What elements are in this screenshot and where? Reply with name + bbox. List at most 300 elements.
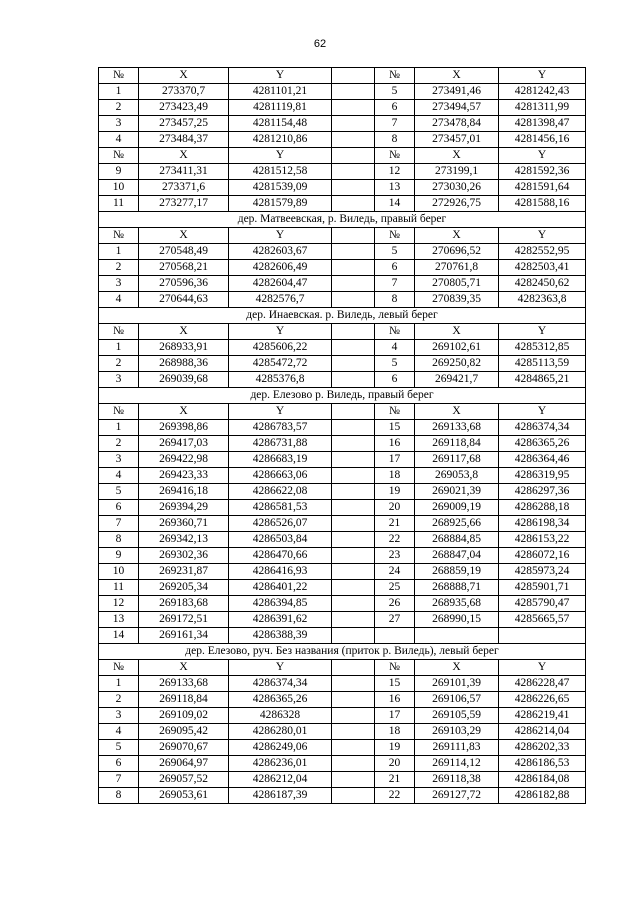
x-cell: 269302,36 xyxy=(139,548,229,564)
y-cell: 4281579,89 xyxy=(229,196,332,212)
spacer-cell xyxy=(332,436,375,452)
x-header: X xyxy=(139,228,229,244)
y-header: Y xyxy=(499,68,586,84)
y-cell: 4285312,85 xyxy=(499,340,586,356)
y-cell: 4286214,04 xyxy=(499,724,586,740)
table-row xyxy=(99,244,586,260)
table-row xyxy=(99,676,586,692)
y-cell: 4281311,99 xyxy=(499,100,586,116)
num-cell: 25 xyxy=(375,580,415,596)
num-header: № xyxy=(375,228,415,244)
x-cell: 269422,98 xyxy=(139,452,229,468)
spacer-cell xyxy=(332,788,375,804)
y-cell: 4286365,26 xyxy=(229,692,332,708)
x-cell: 268884,85 xyxy=(415,532,499,548)
section-title-row xyxy=(99,388,586,404)
page-number: 62 xyxy=(313,38,327,50)
y-cell: 4285790,47 xyxy=(499,596,586,612)
x-cell: 269111,83 xyxy=(415,740,499,756)
num-header: № xyxy=(99,148,139,164)
spacer-header xyxy=(332,228,375,244)
x-cell: 270761,8 xyxy=(415,260,499,276)
y-cell: 4281210,86 xyxy=(229,132,332,148)
x-cell: 268859,19 xyxy=(415,564,499,580)
y-cell: 4281119,81 xyxy=(229,100,332,116)
x-cell: 269064,97 xyxy=(139,756,229,772)
y-header: Y xyxy=(499,404,586,420)
y-cell: 4286391,62 xyxy=(229,612,332,628)
x-cell: 269053,8 xyxy=(415,468,499,484)
table-row xyxy=(99,564,586,580)
y-cell: 4286622,08 xyxy=(229,484,332,500)
num-cell: 10 xyxy=(99,180,139,196)
x-cell: 269417,03 xyxy=(139,436,229,452)
num-cell: 16 xyxy=(375,692,415,708)
y-cell: 4286401,22 xyxy=(229,580,332,596)
y-cell: 4286526,07 xyxy=(229,516,332,532)
x-cell: 269117,68 xyxy=(415,452,499,468)
x-cell: 270839,35 xyxy=(415,292,499,308)
y-cell: 4286503,84 xyxy=(229,532,332,548)
y-cell: 4282576,7 xyxy=(229,292,332,308)
header-row xyxy=(99,660,586,676)
x-header: X xyxy=(415,148,499,164)
spacer-cell xyxy=(332,612,375,628)
x-cell: 268888,71 xyxy=(415,580,499,596)
x-cell: 269423,33 xyxy=(139,468,229,484)
x-cell: 269360,71 xyxy=(139,516,229,532)
y-cell: 4286394,85 xyxy=(229,596,332,612)
table-row xyxy=(99,116,586,132)
table-row xyxy=(99,500,586,516)
y-cell: 4286364,46 xyxy=(499,452,586,468)
section-title: дер. Матвеевская, р. Виледь, правый берег xyxy=(99,212,586,228)
x-cell: 270805,71 xyxy=(415,276,499,292)
spacer-header xyxy=(332,68,375,84)
spacer-cell xyxy=(332,116,375,132)
num-cell: 23 xyxy=(375,548,415,564)
x-cell: 269105,59 xyxy=(415,708,499,724)
spacer-cell xyxy=(332,756,375,772)
spacer-cell xyxy=(332,180,375,196)
y-header: Y xyxy=(229,228,332,244)
spacer-cell xyxy=(332,276,375,292)
num-header: № xyxy=(375,324,415,340)
num-header: № xyxy=(99,660,139,676)
section-title-row xyxy=(99,644,586,660)
table-row xyxy=(99,756,586,772)
num-cell: 7 xyxy=(375,116,415,132)
y-cell: 4286783,57 xyxy=(229,420,332,436)
x-cell: 273277,17 xyxy=(139,196,229,212)
x-cell: 269133,68 xyxy=(139,676,229,692)
num-header: № xyxy=(375,404,415,420)
num-cell: 22 xyxy=(375,788,415,804)
y-cell: 4286374,34 xyxy=(499,420,586,436)
table-row xyxy=(99,724,586,740)
table-row xyxy=(99,740,586,756)
num-cell: 14 xyxy=(375,196,415,212)
y-cell: 4281512,58 xyxy=(229,164,332,180)
table-row xyxy=(99,164,586,180)
num-cell: 7 xyxy=(99,772,139,788)
y-cell: 4286228,47 xyxy=(499,676,586,692)
spacer-cell xyxy=(332,164,375,180)
spacer-header xyxy=(332,148,375,164)
x-cell: 268933,91 xyxy=(139,340,229,356)
table-row xyxy=(99,196,586,212)
num-cell: 2 xyxy=(99,260,139,276)
section-title-row xyxy=(99,212,586,228)
x-cell: 270548,49 xyxy=(139,244,229,260)
x-cell: 268925,66 xyxy=(415,516,499,532)
spacer-cell xyxy=(332,292,375,308)
x-header: X xyxy=(139,660,229,676)
x-cell: 268847,04 xyxy=(415,548,499,564)
x-cell: 270596,36 xyxy=(139,276,229,292)
spacer-cell xyxy=(332,564,375,580)
x-cell: 270568,21 xyxy=(139,260,229,276)
num-cell: 17 xyxy=(375,452,415,468)
header-row xyxy=(99,68,586,84)
x-cell: 269133,68 xyxy=(415,420,499,436)
num-cell: 3 xyxy=(99,708,139,724)
x-cell: 269021,39 xyxy=(415,484,499,500)
spacer-header xyxy=(332,324,375,340)
x-cell: 269118,38 xyxy=(415,772,499,788)
y-cell: 4286683,19 xyxy=(229,452,332,468)
num-header: № xyxy=(99,324,139,340)
y-cell: 4286297,36 xyxy=(499,484,586,500)
num-cell: 8 xyxy=(99,788,139,804)
x-cell: 269009,19 xyxy=(415,500,499,516)
y-cell: 4286581,53 xyxy=(229,500,332,516)
x-cell: 269231,87 xyxy=(139,564,229,580)
y-header: Y xyxy=(229,404,332,420)
num-cell: 4 xyxy=(99,724,139,740)
num-cell: 10 xyxy=(99,564,139,580)
x-cell: 269118,84 xyxy=(415,436,499,452)
y-cell: 4282604,47 xyxy=(229,276,332,292)
y-cell: 4286663,06 xyxy=(229,468,332,484)
x-cell: 269118,84 xyxy=(139,692,229,708)
num-cell: 2 xyxy=(99,100,139,116)
spacer-cell xyxy=(332,628,375,644)
num-cell: 20 xyxy=(375,756,415,772)
x-cell: 269101,39 xyxy=(415,676,499,692)
y-cell: 4286153,22 xyxy=(499,532,586,548)
num-header: № xyxy=(375,660,415,676)
x-header: X xyxy=(415,228,499,244)
num-cell: 8 xyxy=(375,292,415,308)
spacer-cell xyxy=(332,340,375,356)
y-cell: 4282552,95 xyxy=(499,244,586,260)
x-cell: 269394,29 xyxy=(139,500,229,516)
y-cell: 4286236,01 xyxy=(229,756,332,772)
x-header: X xyxy=(139,404,229,420)
x-cell: 273491,46 xyxy=(415,84,499,100)
num-cell: 9 xyxy=(99,164,139,180)
y-cell: 4282603,67 xyxy=(229,244,332,260)
table-row xyxy=(99,708,586,724)
header-row xyxy=(99,148,586,164)
y-cell: 4286182,88 xyxy=(499,788,586,804)
num-cell: 2 xyxy=(99,356,139,372)
num-cell: 18 xyxy=(375,468,415,484)
num-cell: 5 xyxy=(375,356,415,372)
num-cell: 15 xyxy=(375,420,415,436)
num-cell: 6 xyxy=(99,756,139,772)
y-cell: 4281154,48 xyxy=(229,116,332,132)
y-cell: 4285376,8 xyxy=(229,372,332,388)
y-cell: 4285113,59 xyxy=(499,356,586,372)
num-cell: 2 xyxy=(99,692,139,708)
y-cell: 4286319,95 xyxy=(499,468,586,484)
y-cell: 4285665,57 xyxy=(499,612,586,628)
y-cell: 4281456,16 xyxy=(499,132,586,148)
num-header: № xyxy=(375,148,415,164)
num-cell: 19 xyxy=(375,484,415,500)
num-cell xyxy=(375,628,415,644)
spacer-cell xyxy=(332,356,375,372)
x-cell: 273494,57 xyxy=(415,100,499,116)
y-cell: 4281539,09 xyxy=(229,180,332,196)
table-row xyxy=(99,452,586,468)
section-title: дер. Елезово р. Виледь, правый берег xyxy=(99,388,586,404)
spacer-cell xyxy=(332,692,375,708)
y-cell: 4281592,36 xyxy=(499,164,586,180)
num-cell: 1 xyxy=(99,244,139,260)
x-cell xyxy=(415,628,499,644)
num-cell: 22 xyxy=(375,532,415,548)
x-header: X xyxy=(139,148,229,164)
y-cell: 4281398,47 xyxy=(499,116,586,132)
x-cell: 269183,68 xyxy=(139,596,229,612)
x-cell: 269053,61 xyxy=(139,788,229,804)
num-cell: 8 xyxy=(99,532,139,548)
x-cell: 269127,72 xyxy=(415,788,499,804)
y-cell: 4286374,34 xyxy=(229,676,332,692)
num-cell: 21 xyxy=(375,772,415,788)
x-cell: 269161,34 xyxy=(139,628,229,644)
y-cell: 4284865,21 xyxy=(499,372,586,388)
y-cell: 4286184,08 xyxy=(499,772,586,788)
num-cell: 5 xyxy=(375,84,415,100)
y-cell: 4286198,34 xyxy=(499,516,586,532)
header-row xyxy=(99,228,586,244)
y-header: Y xyxy=(229,148,332,164)
spacer-cell xyxy=(332,100,375,116)
y-cell: 4286249,06 xyxy=(229,740,332,756)
num-cell: 7 xyxy=(375,276,415,292)
y-cell: 4282363,8 xyxy=(499,292,586,308)
x-cell: 269106,57 xyxy=(415,692,499,708)
spacer-cell xyxy=(332,500,375,516)
y-cell: 4286328 xyxy=(229,708,332,724)
x-cell: 268988,36 xyxy=(139,356,229,372)
table-row xyxy=(99,436,586,452)
x-cell: 273370,7 xyxy=(139,84,229,100)
x-header: X xyxy=(139,324,229,340)
num-cell: 14 xyxy=(99,628,139,644)
table-row xyxy=(99,292,586,308)
num-cell: 12 xyxy=(99,596,139,612)
num-cell: 3 xyxy=(99,276,139,292)
table-row xyxy=(99,420,586,436)
y-cell: 4286219,41 xyxy=(499,708,586,724)
table-row xyxy=(99,276,586,292)
y-cell: 4286731,88 xyxy=(229,436,332,452)
x-header: X xyxy=(415,660,499,676)
x-cell: 269102,61 xyxy=(415,340,499,356)
x-cell: 269205,34 xyxy=(139,580,229,596)
spacer-cell xyxy=(332,452,375,468)
x-cell: 269114,12 xyxy=(415,756,499,772)
y-cell: 4286416,93 xyxy=(229,564,332,580)
table-row xyxy=(99,468,586,484)
spacer-cell xyxy=(332,772,375,788)
y-cell: 4286280,01 xyxy=(229,724,332,740)
num-cell: 4 xyxy=(99,468,139,484)
y-cell: 4286072,16 xyxy=(499,548,586,564)
num-cell: 18 xyxy=(375,724,415,740)
header-row xyxy=(99,404,586,420)
y-cell: 4285973,24 xyxy=(499,564,586,580)
section-title-row xyxy=(99,308,586,324)
x-cell: 272926,75 xyxy=(415,196,499,212)
y-cell: 4286288,18 xyxy=(499,500,586,516)
y-cell: 4286186,53 xyxy=(499,756,586,772)
num-cell: 6 xyxy=(375,372,415,388)
num-cell: 24 xyxy=(375,564,415,580)
coordinates-table xyxy=(98,67,586,804)
y-header: Y xyxy=(499,228,586,244)
num-cell: 15 xyxy=(375,676,415,692)
num-cell: 3 xyxy=(99,116,139,132)
num-header: № xyxy=(99,228,139,244)
y-cell xyxy=(499,628,586,644)
x-cell: 269103,29 xyxy=(415,724,499,740)
num-cell: 3 xyxy=(99,452,139,468)
x-header: X xyxy=(139,68,229,84)
x-cell: 268990,15 xyxy=(415,612,499,628)
spacer-cell xyxy=(332,468,375,484)
spacer-cell xyxy=(332,484,375,500)
num-cell: 6 xyxy=(375,100,415,116)
num-cell: 4 xyxy=(99,132,139,148)
x-cell: 269421,7 xyxy=(415,372,499,388)
x-cell: 273371,6 xyxy=(139,180,229,196)
y-cell: 4285472,72 xyxy=(229,356,332,372)
num-cell: 27 xyxy=(375,612,415,628)
num-cell: 4 xyxy=(99,292,139,308)
num-cell: 16 xyxy=(375,436,415,452)
spacer-cell xyxy=(332,516,375,532)
spacer-cell xyxy=(332,244,375,260)
x-cell: 269109,02 xyxy=(139,708,229,724)
spacer-cell xyxy=(332,132,375,148)
num-cell: 20 xyxy=(375,500,415,516)
y-cell: 4286187,39 xyxy=(229,788,332,804)
num-cell: 11 xyxy=(99,196,139,212)
table-row xyxy=(99,596,586,612)
spacer-cell xyxy=(332,676,375,692)
table-row xyxy=(99,628,586,644)
y-cell: 4282606,49 xyxy=(229,260,332,276)
spacer-cell xyxy=(332,596,375,612)
x-cell: 273423,49 xyxy=(139,100,229,116)
num-cell: 5 xyxy=(375,244,415,260)
num-cell: 17 xyxy=(375,708,415,724)
table-row xyxy=(99,692,586,708)
spacer-cell xyxy=(332,84,375,100)
num-cell: 7 xyxy=(99,516,139,532)
x-cell: 269070,67 xyxy=(139,740,229,756)
section-title: дер. Елезово, руч. Без названия (приток р. Виледь), левый берег xyxy=(99,644,586,660)
y-cell: 4286470,66 xyxy=(229,548,332,564)
num-cell: 11 xyxy=(99,580,139,596)
y-header: Y xyxy=(229,68,332,84)
x-cell: 273411,31 xyxy=(139,164,229,180)
spacer-header xyxy=(332,404,375,420)
x-header: X xyxy=(415,68,499,84)
x-cell: 269398,86 xyxy=(139,420,229,436)
spacer-header xyxy=(332,660,375,676)
y-cell: 4286212,04 xyxy=(229,772,332,788)
spacer-cell xyxy=(332,548,375,564)
y-cell: 4285901,71 xyxy=(499,580,586,596)
spacer-cell xyxy=(332,196,375,212)
table-row xyxy=(99,788,586,804)
y-cell: 4282503,41 xyxy=(499,260,586,276)
x-cell: 269250,82 xyxy=(415,356,499,372)
num-cell: 4 xyxy=(375,340,415,356)
table-row xyxy=(99,532,586,548)
x-cell: 269095,42 xyxy=(139,724,229,740)
y-cell: 4286388,39 xyxy=(229,628,332,644)
num-cell: 2 xyxy=(99,436,139,452)
num-header: № xyxy=(375,68,415,84)
header-row xyxy=(99,324,586,340)
num-cell: 5 xyxy=(99,740,139,756)
num-cell: 13 xyxy=(375,180,415,196)
spacer-cell xyxy=(332,580,375,596)
x-cell: 270696,52 xyxy=(415,244,499,260)
y-cell: 4286226,65 xyxy=(499,692,586,708)
table-row xyxy=(99,84,586,100)
y-cell: 4281101,21 xyxy=(229,84,332,100)
num-cell: 5 xyxy=(99,484,139,500)
num-cell: 12 xyxy=(375,164,415,180)
table-row xyxy=(99,612,586,628)
num-cell: 19 xyxy=(375,740,415,756)
num-cell: 1 xyxy=(99,84,139,100)
table-row xyxy=(99,516,586,532)
num-cell: 13 xyxy=(99,612,139,628)
spacer-cell xyxy=(332,724,375,740)
x-cell: 273199,1 xyxy=(415,164,499,180)
y-cell: 4282450,62 xyxy=(499,276,586,292)
spacer-cell xyxy=(332,420,375,436)
num-cell: 1 xyxy=(99,340,139,356)
num-cell: 26 xyxy=(375,596,415,612)
num-cell: 6 xyxy=(99,500,139,516)
num-cell: 6 xyxy=(375,260,415,276)
num-cell: 8 xyxy=(375,132,415,148)
table-row xyxy=(99,372,586,388)
table-row xyxy=(99,340,586,356)
x-cell: 273457,25 xyxy=(139,116,229,132)
